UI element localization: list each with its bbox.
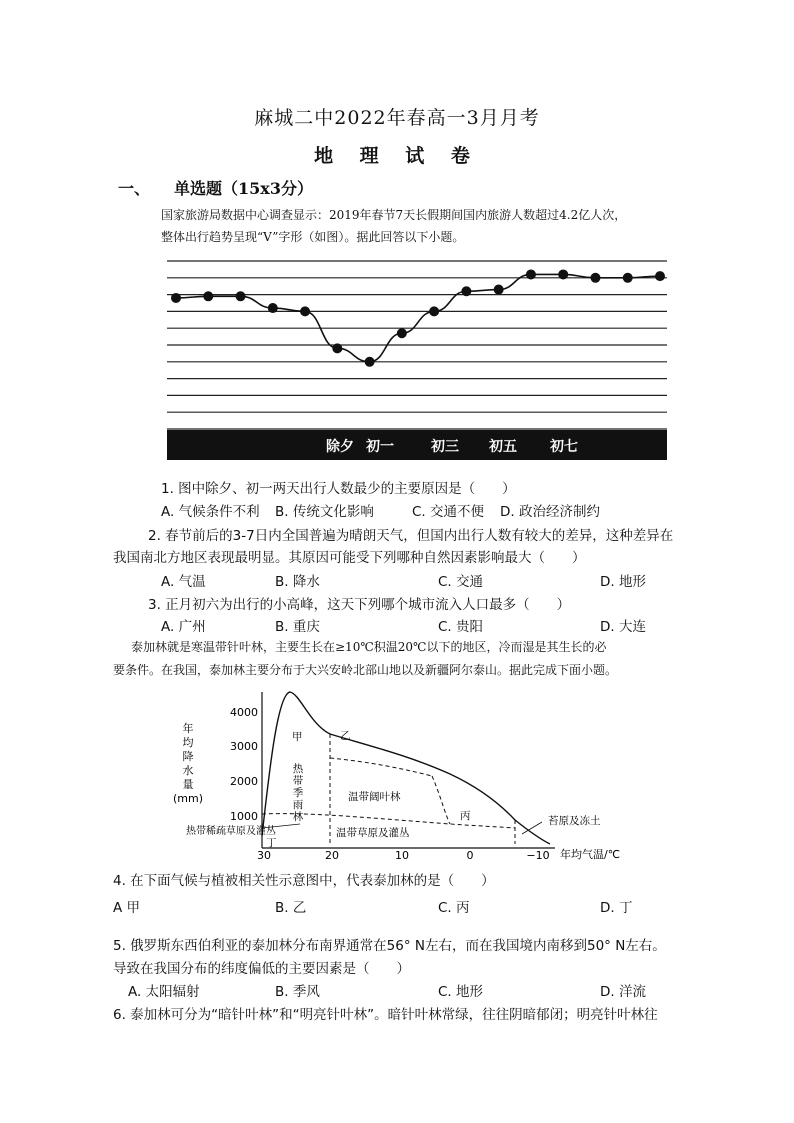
region-tropical-monsoon-char: 带 xyxy=(292,775,304,787)
y-tick: 1000 xyxy=(230,810,258,823)
page-subtitle: 地 理 试 卷 xyxy=(314,145,480,167)
question-5-line-2: 导致在我国分布的纬度偏低的主要因素是（ ） xyxy=(113,961,410,977)
boundary-dashed-4 xyxy=(432,776,450,824)
data-point xyxy=(526,269,536,279)
data-point xyxy=(655,271,665,281)
question-5-option-a[interactable]: A. 太阳辐射 xyxy=(128,984,200,1000)
data-point xyxy=(203,291,213,301)
region-yi: 乙 xyxy=(340,730,351,742)
chart-x-axis-bar xyxy=(167,430,667,460)
question-3-option-b[interactable]: B. 重庆 xyxy=(275,619,320,635)
svg-text:均: 均 xyxy=(182,736,194,749)
page-title: 麻城二中2022年春高一3月月考 xyxy=(254,107,540,129)
question-1-stem: 1. 图中除夕、初一两天出行人数最少的主要原因是（ ） xyxy=(161,481,516,497)
question-5-option-d[interactable]: D. 洋流 xyxy=(600,984,646,1000)
y-axis-label xyxy=(173,721,203,805)
question-2-option-b[interactable]: B. 降水 xyxy=(275,574,320,590)
x-label: 初一 xyxy=(366,439,394,455)
question-1-option-c[interactable]: C. 交通不便 xyxy=(412,504,485,520)
question-3-stem: 3. 正月初六为出行的小高峰，这天下列哪个城市流入人口最多（ ） xyxy=(148,597,571,613)
data-point xyxy=(494,285,504,295)
svg-text:降: 降 xyxy=(182,750,194,763)
question-2-line-2: 我国南北方地区表现最明显。其原因可能受下列哪种自然因素影响最大（ ） xyxy=(113,550,586,566)
question-5-line-1: 5. 俄罗斯东西伯利亚的泰加林分布南界通常在56° N左右，而在我国境内南移到50° N左右。 xyxy=(113,938,666,954)
region-tropical-monsoon-char: 热 xyxy=(292,763,304,775)
question-5-option-b[interactable]: B. 季风 xyxy=(275,984,320,1000)
passage-1-line-1: 国家旅游局数据中心调查显示：2019年春节7天长假期间国内旅游人数超过4.2亿人次， xyxy=(161,208,627,222)
svg-text:年: 年 xyxy=(182,722,194,735)
data-point xyxy=(429,306,439,316)
svg-text:量: 量 xyxy=(182,778,194,791)
vegetation-boundary xyxy=(262,692,550,844)
data-point xyxy=(171,293,181,303)
climate-vegetation-chart xyxy=(170,684,650,864)
data-point xyxy=(365,357,375,367)
question-6-line-1: 6. 泰加林可分为“暗针叶林”和“明亮针叶林”。暗针叶林常绿，往往阴暗郁闭；明亮针叶林往 xyxy=(113,1007,658,1023)
question-4-option-d[interactable]: D. 丁 xyxy=(600,900,633,916)
travel-trend-chart xyxy=(0,0,794,470)
data-point xyxy=(332,343,342,353)
x-label: 初五 xyxy=(489,439,517,455)
data-point xyxy=(461,286,471,296)
region-bing: 丙 xyxy=(460,810,471,822)
question-4-stem: 4. 在下面气候与植被相关性示意图中，代表泰加林的是（ ） xyxy=(113,873,495,889)
question-2-line-1: 2. 春节前后的3-7日内全国普遍为晴朗天气，但国内出行人数有较大的差异，这种差异在 xyxy=(148,528,674,544)
question-1-option-b[interactable]: B. 传统文化影响 xyxy=(275,504,374,520)
region-temperate-broadleaf: 温带阔叶林 xyxy=(348,791,401,803)
region-tropical-monsoon xyxy=(293,762,304,823)
y-tick: 2000 xyxy=(230,775,258,788)
data-point xyxy=(397,328,407,338)
data-point xyxy=(558,269,568,279)
x-label: 初三 xyxy=(431,439,459,455)
region-tundra: 苔原及冻土 xyxy=(548,815,601,827)
x-tick: 10 xyxy=(395,849,409,862)
section-title: 单选题（15x3分） xyxy=(174,179,313,198)
question-3-option-c[interactable]: C. 贵阳 xyxy=(438,619,484,635)
region-temperate-grassland: 温带草原及灌丛 xyxy=(336,827,410,839)
passage-1-line-2: 整体出行趋势呈现“V”字形（如图）。据此回答以下小题。 xyxy=(161,230,465,244)
svg-text:(mm): (mm) xyxy=(172,792,204,805)
x-tick: 30 xyxy=(257,849,271,862)
x-label: 除夕 xyxy=(326,439,354,455)
series-points xyxy=(171,269,665,366)
y-tick: 3000 xyxy=(230,740,258,753)
region-tropical-monsoon-char: 雨 xyxy=(292,799,304,811)
x-tick: 0 xyxy=(466,849,474,862)
data-point xyxy=(268,303,278,313)
question-4-option-a[interactable]: A 甲 xyxy=(113,900,141,916)
x-tick-labels xyxy=(257,849,550,862)
section-number: 一、 xyxy=(118,179,151,198)
svg-text:水: 水 xyxy=(182,764,194,777)
region-tropical-monsoon-char: 林 xyxy=(292,811,304,823)
question-4-option-c[interactable]: C. 丙 xyxy=(438,900,470,916)
region-tropical-monsoon-char: 季 xyxy=(292,787,304,799)
y-tick: 4000 xyxy=(230,706,258,719)
region-jia: 甲 xyxy=(292,731,303,743)
question-4-option-b[interactable]: B. 乙 xyxy=(275,900,307,916)
question-1-option-d[interactable]: D. 政治经济制约 xyxy=(500,504,600,520)
region-ding: 丁 xyxy=(266,837,277,849)
data-point xyxy=(623,273,633,283)
x-tick: 20 xyxy=(325,849,339,862)
data-point xyxy=(300,306,310,316)
series-line xyxy=(176,274,660,361)
x-axis-label: 年均气温/℃ xyxy=(560,848,621,861)
x-label: 初七 xyxy=(550,439,578,455)
question-3-option-d[interactable]: D. 大连 xyxy=(600,619,646,635)
question-2-option-a[interactable]: A. 气温 xyxy=(161,574,206,590)
x-tick: −10 xyxy=(526,849,550,862)
data-point xyxy=(590,273,600,283)
region-savanna: 热带稀疏草原及灌丛 xyxy=(186,826,276,837)
data-point xyxy=(236,291,246,301)
passage-2-line-1: 泰加林就是寒温带针叶林，主要生长在≥10℃积温20℃以下的地区，冷而湿是其生长的必 xyxy=(131,640,607,654)
y-tick-labels xyxy=(230,706,258,823)
question-1-option-a[interactable]: A. 气候条件不利 xyxy=(161,504,260,520)
question-2-option-c[interactable]: C. 交通 xyxy=(438,574,484,590)
chart-gridlines xyxy=(167,261,667,429)
question-5-option-c[interactable]: C. 地形 xyxy=(438,984,484,1000)
question-3-option-a[interactable]: A. 广州 xyxy=(161,619,206,635)
passage-2-line-2: 要条件。在我国，泰加林主要分布于大兴安岭北部山地以及新疆阿尔泰山。据此完成下面小题。 xyxy=(113,663,618,677)
question-2-option-d[interactable]: D. 地形 xyxy=(600,574,646,590)
